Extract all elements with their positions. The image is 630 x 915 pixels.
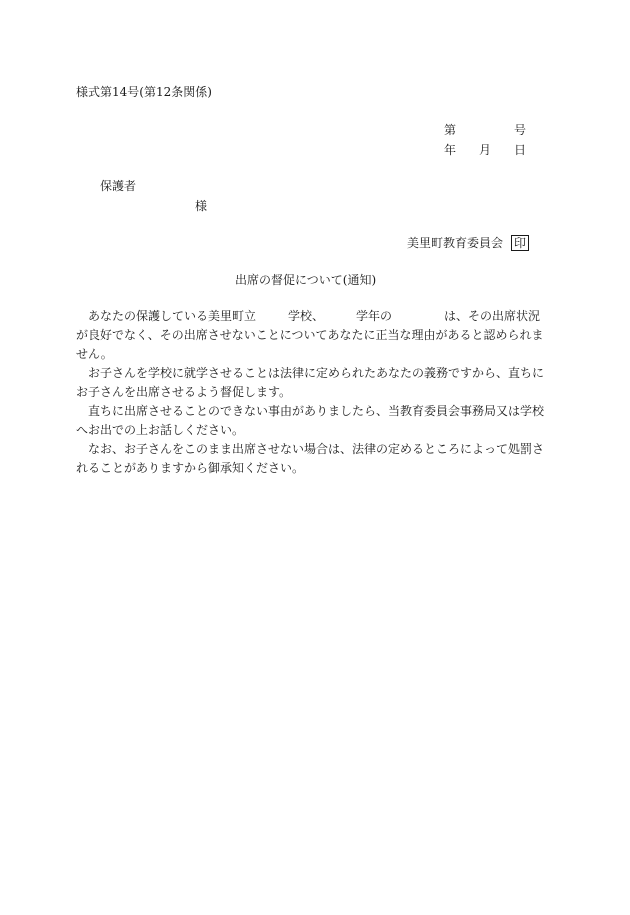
sender-name: 美里町教育委員会 <box>407 236 504 250</box>
p1-part-d: は、その出席状況が良好でなく、その出席させないことについてあなたに正当な理由があると認められません。 <box>76 309 544 361</box>
paragraph-4: なお、お子さんをこのまま出席させない場合は、法律の定めるところによって処罰されることがありますから御承知ください。 <box>76 442 545 475</box>
form-label: 様式第14号(第12条関係) <box>76 85 212 99</box>
doc-number-prefix: 第 <box>444 123 457 137</box>
paragraph-1 <box>76 307 552 364</box>
p1-part-c: 学年の <box>356 309 393 323</box>
date-month: 月 <box>479 143 492 157</box>
p1-part-b: 学校、 <box>288 309 325 323</box>
honorific-sama: 様 <box>195 199 208 213</box>
date-day: 日 <box>514 143 527 157</box>
date-year: 年 <box>444 143 457 157</box>
paragraph-2: お子さんを学校に就学させることは法律に定められたあなたの義務ですから、直ちにお子さんを出席させるよう督促します。 <box>76 366 545 399</box>
p1-part-a: あなたの保護している美里町立 <box>88 309 257 323</box>
doc-number-suffix: 号 <box>514 123 527 137</box>
paragraph-3: 直ちに出席させることのできない事由がありましたら、当教育委員会事務局又は学校へお出での上お話しください。 <box>76 404 545 437</box>
sender-block <box>407 235 529 251</box>
document-title: 出席の督促について(通知) <box>235 273 377 287</box>
guardian-label: 保護者 <box>100 179 137 193</box>
seal-mark: 印 <box>511 235 529 251</box>
